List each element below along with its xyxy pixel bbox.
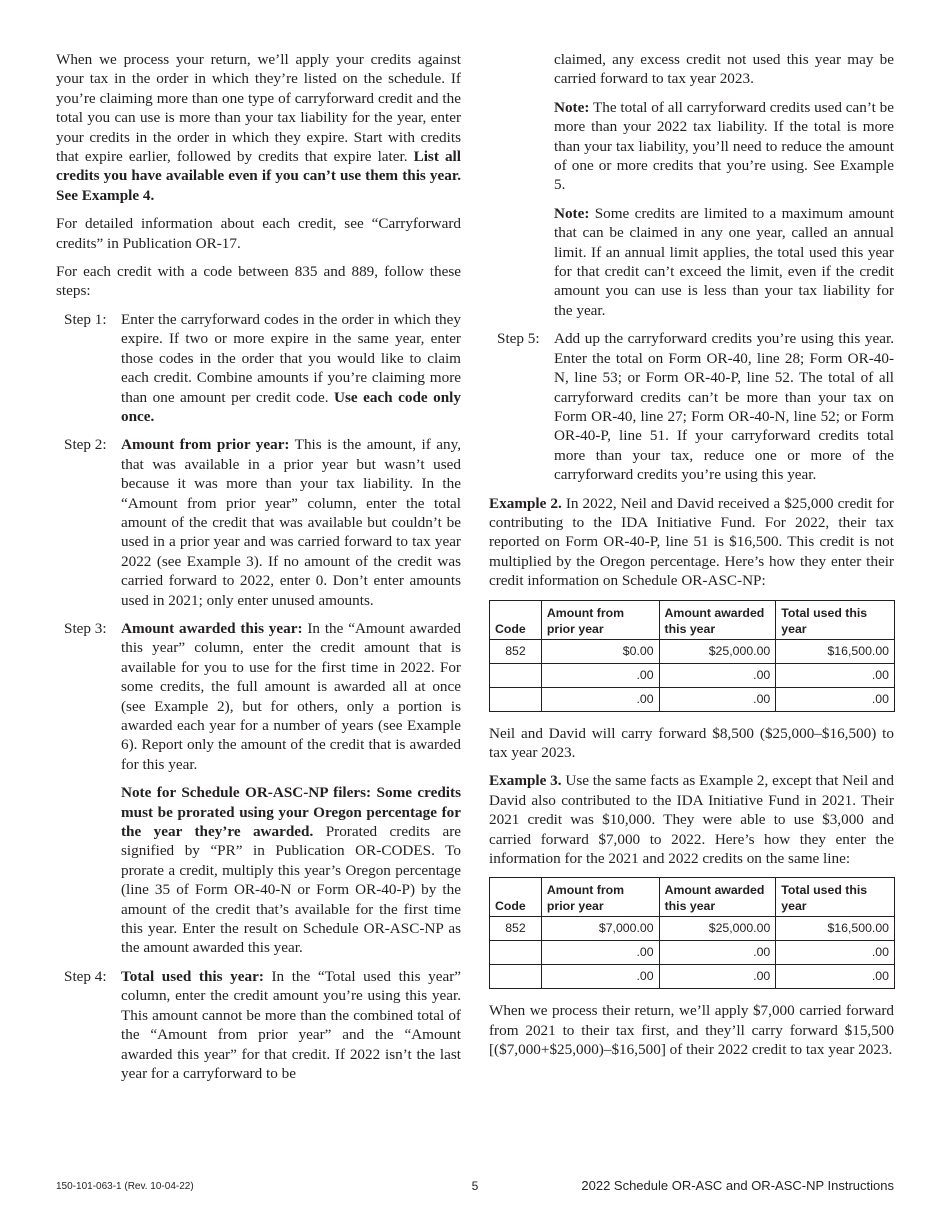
header-amount-prior: Amount from prior year — [541, 600, 659, 639]
steps-intro-paragraph: For each credit with a code between 835 and 889, follow these steps: — [56, 263, 461, 300]
note-annual-limit: Note: Some credits are limited to a maximum amount that can be claimed in any one year, called an annual limit. If an annual limit applies, the total used this year for that credit can’t exceed the limit, even if the credit amount you can use is less than your tax liability for the year. — [554, 204, 894, 319]
footer-title: 2022 Schedule OR-ASC and OR-ASC-NP Instructions — [581, 1178, 894, 1193]
example-3-table — [489, 877, 895, 989]
step-2-label: Step 2: — [64, 436, 107, 454]
header-total-used: Total used this year — [776, 600, 895, 639]
table-row: .00 .00 .00 — [490, 941, 895, 965]
step-5 — [489, 329, 894, 484]
step-4 — [56, 967, 461, 1083]
step-2 — [56, 435, 461, 610]
step-1-label: Step 1: — [64, 310, 107, 328]
example-2-result: Neil and David will carry forward $8,500 ($25,000–$16,500) to tax year 2023. — [489, 724, 894, 761]
table-header-row — [490, 878, 895, 917]
header-amount-prior: Amount from prior year — [541, 878, 659, 917]
left-column — [56, 50, 461, 1092]
table-header-row — [490, 600, 895, 639]
step-5-label: Step 5: — [497, 330, 540, 348]
step-2-body: Amount from prior year: This is the amount, if any, that was available in a prior year but wasn’t used because it was more than your tax liability. In the “Amount from prior year” column, enter the total amount of the credit that was available but couldn’t be used in a prior year and was carried forward to tax year 2022 (see Example 3). If no amount of the credit was carried forward to 2022, enter 0. Don’t enter amounts used in 2021; only enter unused amounts. — [121, 436, 461, 609]
step-3-note: Note for Schedule OR-ASC-NP filers: Some credits must be prorated using your Oregon percentage for the year they’re awarded. Prorated credits are signified by “PR” in Publication OR-CODES. To prorate a credit, multiply this year’s Oregon percentage (line 35 of Form OR-40-N or Form OR-40-P) by the amount of the credit that’s available for the first time this year. Enter the result on Schedule OR-ASC-NP as the amount awarded this year. — [121, 784, 461, 957]
header-amount-awarded: Amount awarded this year — [659, 600, 776, 639]
page-footer — [56, 1177, 894, 1197]
page-number: 5 — [471, 1179, 479, 1193]
step-3-label: Step 3: — [64, 619, 107, 637]
table-row: .00 .00 .00 — [490, 663, 895, 687]
right-column — [489, 50, 894, 1069]
example-3-result: When we process their return, we’ll apply $7,000 carried forward from 2021 to their tax first, and they’ll carry forward $15,500 [($7,000+$25,000)–$16,500] of their 2022 credit to tax year 2023. — [489, 1002, 894, 1059]
header-code: Code — [490, 878, 542, 917]
header-amount-awarded: Amount awarded this year — [659, 878, 776, 917]
step-5-body: Add up the carryforward credits you’re using this year. Enter the total on Form OR-40, line 28; Form OR-40-N, line 53; or Form OR-40-P, line 52. The total of all carryforward credits can’t be more than your tax on Form OR-40, line 27; Form OR-40-N, line 52; or Form OR-40-P, line 51. If your carryforward credits total more than your tax, reduce one or more of the carryforward credits you’re using this year. — [554, 330, 894, 484]
table-row: .00 .00 .00 — [490, 687, 895, 711]
step-1 — [56, 310, 461, 426]
table-row: 852 $7,000.00 $25,000.00 $16,500.00 — [490, 917, 895, 941]
note-tax-liability: Note: The total of all carryforward credits used can’t be more than your 2022 tax liability. If the total is more than your tax liability, you’ll need to reduce the amount of one or more credits that you’re using. See Example 5. — [554, 98, 894, 194]
header-code: Code — [490, 600, 542, 639]
table-row: 852 $0.00 $25,000.00 $16,500.00 — [490, 639, 895, 663]
step-4-body: Total used this year: In the “Total used this year” column, enter the credit amount you’re using this year. This amount cannot be more than the combined total of the “Amount from prior year” and the “Amount awarded this year” for that credit. If 2022 isn’t the last year for a carryforward to be — [121, 967, 461, 1082]
example-2-paragraph: Example 2. In 2022, Neil and David received a $25,000 credit for contributing to the IDA Initiative Fund. For 2022, their tax reported on Form OR-40-P, line 51 is $16,500. This credit is not multiplied by the Oregon percentage. Here’s how they enter their credit information on Schedule OR-ASC-NP: — [489, 494, 894, 590]
table-row: .00 .00 .00 — [490, 965, 895, 989]
step-1-body: Enter the carryforward codes in the order in which they expire. If two or more expire in the same year, enter those codes in the order that you would like to claim each credit. Combine amounts if you’re claiming more than one amount per credit code. Use each code only once. — [121, 310, 461, 425]
step-4-label: Step 4: — [64, 967, 107, 985]
header-total-used: Total used this year — [776, 878, 895, 917]
step-3 — [56, 619, 461, 958]
intro-paragraph: When we process your return, we’ll apply your credits against your tax in the order in which they’re listed on the schedule. If you’re claiming more than one type of carryforward credit and the total you can use is more than your tax liability for the year, enter your credits in the order in which they expire. Start with credits that expire earlier, followed by credits that expire later. List all credits you have available even if you can’t use them this year. See Example 4. — [56, 51, 461, 204]
form-number: 150-101-063-1 (Rev. 10-04-22) — [56, 1181, 194, 1192]
step-4-continuation: claimed, any excess credit not used this year may be carried forward to tax year 2023. — [554, 51, 894, 88]
example-3-paragraph: Example 3. Use the same facts as Example 2, except that Neil and David also contributed to the IDA Initiative Fund in 2021. Their 2021 credit was $10,000. They were able to use $3,000 and carried forward $7,000 to 2022. Here’s how they enter the information for the 2021 and 2022 credits on the same line: — [489, 772, 894, 867]
publication-reference-paragraph: For detailed information about each credit, see “Carryforward credits” in Publication OR-17. — [56, 215, 461, 252]
step-3-body: Amount awarded this year: In the “Amount awarded this year” column, enter the credit amount that is available for you to use for the first time in 2022. For some credits, the full amount is awarded all at once (see Example 2), but for others, only a portion is awarded each year for a number of years (see Example 6). Report only the amount of the credit that is awarded for this year. Note for Schedule OR-ASC-NP filers: Some credits must be prorated using your Oregon percentage for the year they’re awarded. Prorated credits are signified by “PR” in Publication OR-CODES. To prorate a credit, multiply this year’s Oregon percentage (line 35 of Form OR-40-N or Form OR-40-P) by the amount of the credit that’s available for the first time this year. Enter the result on Schedule OR-ASC-NP as the amount awarded this year. — [121, 619, 461, 957]
example-2-table — [489, 600, 895, 712]
